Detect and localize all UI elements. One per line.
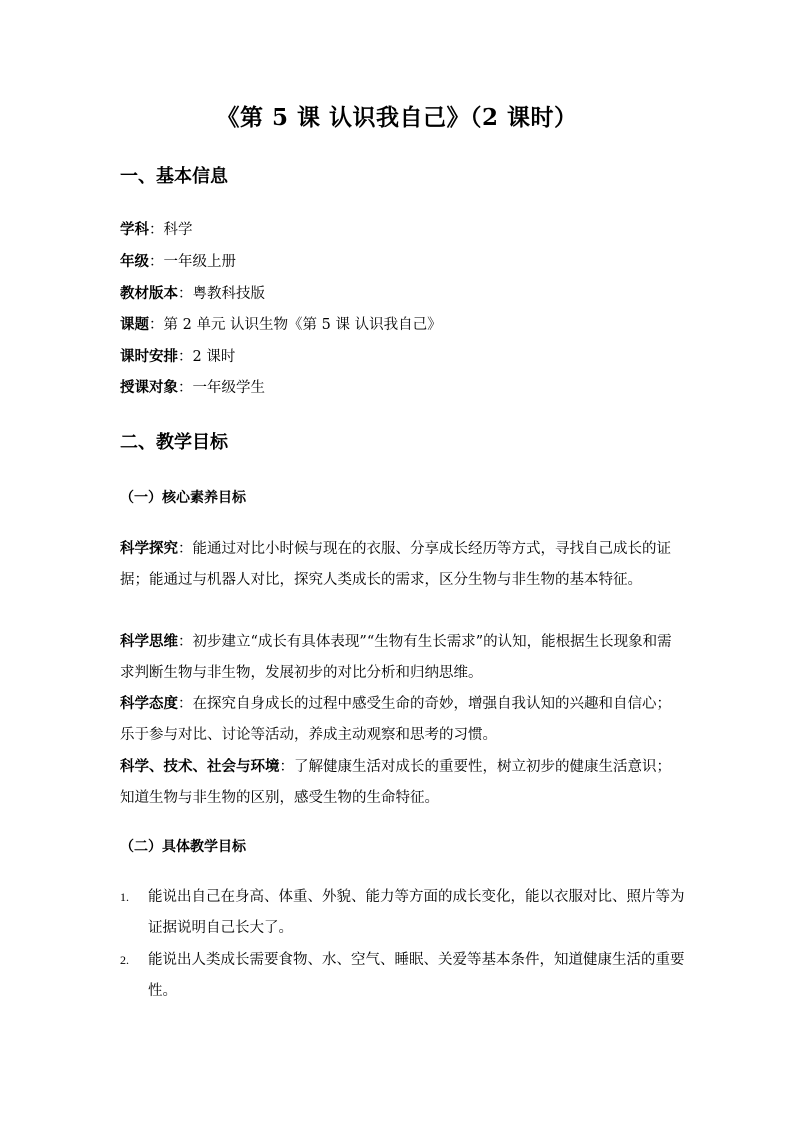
info-value: 一年级上册	[163, 254, 236, 270]
objective-inquiry	[120, 533, 680, 596]
objective-text: ：了解健康生活对成长的重要性，树立初步的健康生活意识；知道生物与非生物的区别，感受生物的生命特征。	[120, 759, 671, 806]
info-value: 第 2 单元 认识生物《第 5 课 认识我自己》	[163, 317, 442, 333]
subsection-heading-specific: （二）具体教学目标	[120, 839, 246, 855]
objective-text: ：在探究自身成长的过程中感受生命的奇妙，增强自我认知的兴趣和自信心；乐于参与对比、讨论等活动，养成主动观察和思考的习惯。	[120, 696, 671, 743]
objective-key: 科学、技术、社会与环境	[120, 758, 280, 775]
info-separator: ：	[149, 317, 164, 333]
objective-key: 科学探究	[120, 540, 178, 557]
list-text: 能说出自己在身高、体重、外貌、能力等方面的成长变化，能以衣服对比、照片等为证据说明自己长大了。	[148, 889, 685, 936]
info-row-topic	[120, 314, 442, 336]
info-separator: ：	[178, 349, 193, 365]
info-key: 授课对象	[120, 379, 178, 396]
info-value: 一年级学生	[192, 380, 265, 396]
info-separator: ：	[149, 222, 164, 238]
objective-thinking	[120, 626, 680, 689]
section-heading-basic-info: 一、基本信息	[120, 166, 228, 187]
info-separator: ：	[178, 286, 193, 302]
info-row-grade	[120, 251, 236, 273]
info-separator: ：	[149, 254, 164, 270]
info-value: 2 课时	[192, 349, 236, 365]
info-key: 课时安排	[120, 348, 178, 365]
document-title: 《第 5 课 认识我自己》（2 课时）	[216, 104, 578, 131]
subsection-heading-core: （一）核心素养目标	[120, 490, 246, 506]
list-number: 2.	[120, 953, 129, 967]
info-row-subject	[120, 219, 193, 241]
list-item	[120, 945, 686, 1007]
list-number: 1.	[120, 890, 129, 904]
info-value: 粤教科技版	[192, 286, 265, 302]
info-separator: ：	[178, 380, 193, 396]
info-key: 课题	[120, 316, 149, 333]
list-item	[120, 882, 686, 944]
list-text: 能说出人类成长需要食物、水、空气、睡眠、关爱等基本条件，知道健康生活的重要性。	[148, 952, 685, 999]
info-key: 学科	[120, 221, 149, 238]
section-heading-objectives: 二、教学目标	[120, 432, 228, 453]
objective-key: 科学思维	[120, 633, 178, 650]
objective-attitude	[120, 688, 680, 751]
objective-stse	[120, 751, 680, 814]
info-key: 教材版本	[120, 285, 178, 302]
info-key: 年级	[120, 253, 149, 270]
objective-text: ：初步建立“成长有具体表现”“生物有生长需求”的认知，能根据生长现象和需求判断生物与非生物，发展初步的对比分析和归纳思维。	[120, 634, 672, 681]
info-row-schedule	[120, 346, 235, 368]
info-value: 科学	[163, 222, 193, 238]
objective-key: 科学态度	[120, 695, 178, 712]
info-row-textbook	[120, 283, 265, 305]
info-row-audience	[120, 377, 265, 399]
objective-text: ：能通过对比小时候与现在的衣服、分享成长经历等方式，寻找自己成长的证据；能通过与机器人对比，探究人类成长的需求，区分生物与非生物的基本特征。	[120, 541, 671, 588]
